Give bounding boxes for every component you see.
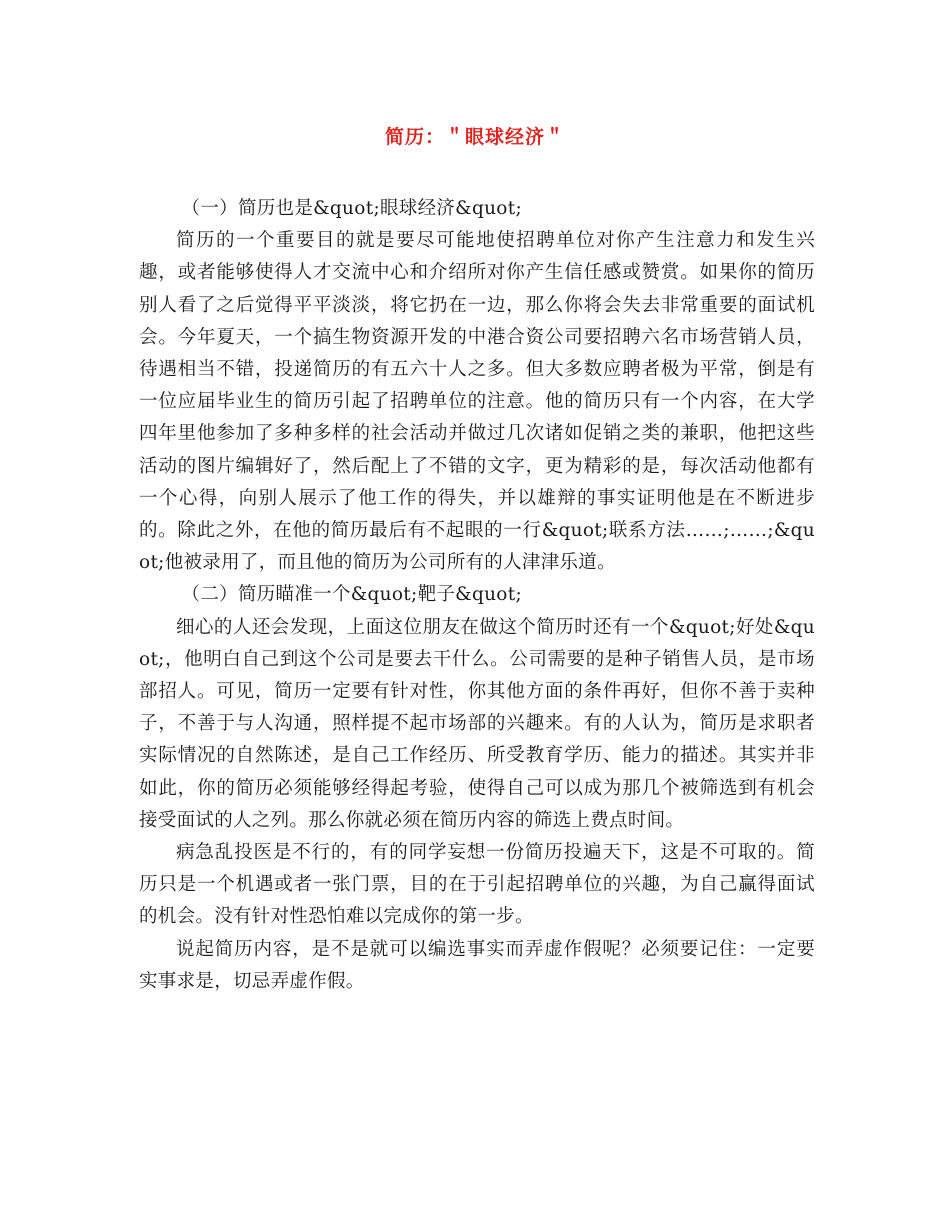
section-heading-1: （一）简历也是&quot;眼球经济&quot; [181, 198, 523, 219]
paragraph-1: 简历的一个重要目的就是要尽可能地使招聘单位对你产生注意力和发生兴趣，或者能够使得人才交流中心和介绍所对你产生信任感或赞赏。如果你的简历别人看了之后觉得平平淡淡，将它扔在一边，那么你将会失去非常重要的面试机会。今年夏天，一个搞生物资源开发的中港合资公司要招聘六名市场营销人员，待遇相当不错，投递简历的有五六十人之多。但大多数应聘者极为平常，倒是有一位应届毕业生的简历引起了招聘单位的注意。他的简历只有一个内容，在大学四年里他参加了多种多样的社会活动并做过几次诸如促销之类的兼职，他把这些活动的图片编辑好了，然后配上了不错的文字，更为精彩的是，每次活动他都有一个心得，向别人展示了他工作的得失，并以雄辩的事实证明他是在不断进步的。除此之外，在他的简历最后有不起眼的一行&quot;联系方法……;……;&quot;他被录用了，而且他的简历为公司所有的人津津乐道。 [139, 230, 815, 574]
section-heading-2: （二）简历瞄准一个&quot;靶子&quot; [181, 584, 523, 606]
paragraph-3: 病急乱投医是不行的，有的同学妄想一份简历投遍天下，这是不可取的。简历只是一个机遇或者一张门票，目的在于引起招聘单位的兴趣，为自己赢得面试的机会。没有针对性恐怕难以完成你的第一步。 [139, 842, 815, 928]
document-title: 简历：＂眼球经济＂ [384, 126, 565, 148]
document-body [139, 193, 815, 998]
paragraph-2: 细心的人还会发现，上面这位朋友在做这个简历时还有一个&quot;好处&quot;，他明白自己到这个公司是要去干什么。公司需要的是种子销售人员，是市场部招人。可见，简历一定要有针对性，你其他方面的条件再好，但你不善于卖种子，不善于与人沟通，照样提不起市场部的兴趣来。有的人认为，简历是求职者实际情况的自然陈述，是自己工作经历、所受教育学历、能力的描述。其实并非如此，你的简历必须能够经得起考验，使得自己可以成为那几个被筛选到有机会接受面试的人之列。那么你就必须在简历内容的筛选上费点时间。 [139, 616, 815, 831]
paragraph-4: 说起简历内容，是不是就可以编选事实而弄虚作假呢？必须要记住：一定要实事求是，切忌弄虚作假。 [139, 938, 815, 992]
